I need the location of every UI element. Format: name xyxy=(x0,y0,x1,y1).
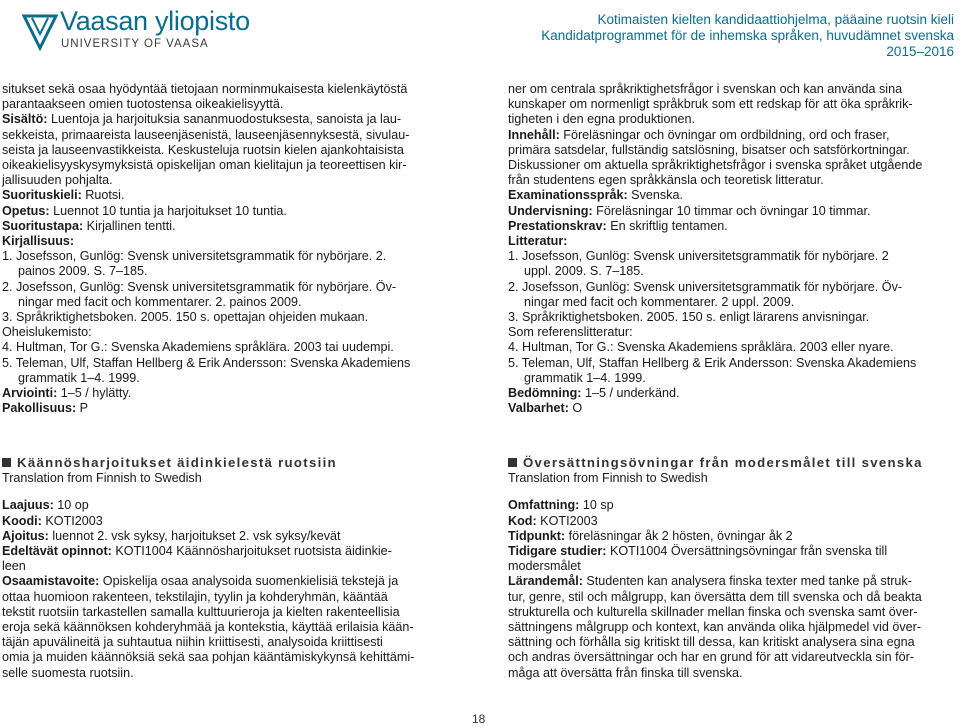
field-value: 4. Hultman, Tor G.: Svenska Akademiens språklära. 2003 eller nyare. xyxy=(508,340,894,355)
field-value: Oheislukemisto: xyxy=(2,325,92,340)
text-line xyxy=(2,529,458,544)
text-line xyxy=(2,590,458,605)
field-value: O xyxy=(568,401,583,416)
text-line xyxy=(2,401,458,416)
logo-emblem-icon xyxy=(22,12,58,52)
text-line xyxy=(2,650,458,665)
field-value: uppl. 2009. S. 7–185. xyxy=(524,264,644,279)
text-line xyxy=(508,128,960,143)
text-line xyxy=(2,386,458,401)
text-line xyxy=(2,340,458,355)
field-label: Prestationskrav: xyxy=(508,218,607,233)
academic-year: 2015–2016 xyxy=(886,44,954,59)
text-line xyxy=(2,264,458,279)
right-course-section xyxy=(508,455,960,681)
text-line xyxy=(508,249,960,264)
field-label: Tidigare studier: xyxy=(508,544,607,559)
field-value: 1. Josefsson, Gunlög: Svensk universitetsgrammatik för nybörjare. 2 xyxy=(508,249,889,264)
text-line xyxy=(2,280,458,295)
field-value: 10 sp xyxy=(579,498,614,513)
field-value: Opiskelija osaa analysoida suomenkielisiä tekstejä ja xyxy=(99,574,399,589)
text-line xyxy=(2,356,458,371)
field-label: Valbarhet: xyxy=(508,401,569,416)
field-value: omia ja muiden käännöksiä sekä saa pohjan kääntämiskykynsä kehittämi- xyxy=(2,650,415,665)
field-value: 2. Josefsson, Gunlög: Svensk universitetsgrammatik för nybörjare. Öv- xyxy=(508,279,903,294)
text-line xyxy=(508,143,960,158)
field-value: sekkeista, primaareista lauseenjäsenistä, lauseenjäsennyksestä, sivulau- xyxy=(2,127,410,142)
field-label: Edeltävät opinnot: xyxy=(2,544,112,559)
field-value: Föreläsningar och övningar om ordbildning, ord och fraser, xyxy=(559,127,890,142)
logo-subtitle: UNIVERSITY OF VAASA xyxy=(61,38,209,50)
field-value: painos 2009. S. 7–185. xyxy=(18,264,148,279)
field-label: Osaamistavoite: xyxy=(2,574,100,589)
logo-name: Vaasan yliopisto xyxy=(60,6,250,36)
field-label: Koodi: xyxy=(2,513,42,528)
field-value: modersmålet xyxy=(508,559,581,574)
field-value: tur, genre, stil och målgrupp, kan översätta dem till svenska och då beakta xyxy=(508,589,922,604)
field-value: parantaakseen omien tuotostensa oikeakielisyyttä. xyxy=(2,97,284,112)
text-line xyxy=(2,219,458,234)
left-course-section xyxy=(2,455,458,681)
text-line xyxy=(508,574,960,589)
right-course-title: Översättningsövningar från modersmålet till svenska xyxy=(508,455,960,471)
field-value: Studenten kan analysera finska texter med tanke på struk- xyxy=(582,574,912,589)
field-label: Kirjallisuus: xyxy=(2,234,75,249)
field-label: Arviointi: xyxy=(2,386,58,401)
field-label: Ajoitus: xyxy=(2,528,49,543)
field-value: grammatik 1–4. 1999. xyxy=(18,370,140,385)
left-course-subtitle: Translation from Finnish to Swedish xyxy=(2,471,202,486)
text-line xyxy=(2,295,458,310)
program-title-sv: Kandidatprogrammet för de inhemska språken, huvudämnet svenska xyxy=(541,28,954,43)
text-line xyxy=(2,559,458,574)
field-value: Föreläsningar 10 timmar och övningar 10 timmar. xyxy=(592,203,871,218)
field-value: situkset sekä osaa hyödyntää tietojaan norminmukaisesta kielenkäytöstä xyxy=(2,82,408,96)
field-label: Undervisning: xyxy=(508,203,593,218)
text-line xyxy=(508,188,960,203)
field-label: Opetus: xyxy=(2,203,50,218)
text-line xyxy=(2,173,458,188)
right-course-details xyxy=(508,498,960,680)
bullet-square-icon xyxy=(2,458,11,467)
field-label: Suorituskieli: xyxy=(2,188,82,203)
text-line xyxy=(508,666,960,681)
field-label: Suoritustapa: xyxy=(2,218,84,233)
text-line xyxy=(508,310,960,325)
text-line xyxy=(508,112,960,127)
right-course-description xyxy=(508,82,960,416)
text-line xyxy=(2,635,458,650)
field-value: ner om centrala språkriktighetsfrågor i svenskan och kan använda sina xyxy=(508,82,903,96)
field-value: oikeakielisyyskysymyksistä opiskelijan oman kielitajun ja teoreettisen kir- xyxy=(2,158,407,173)
field-value: sättningens målgrupp och kontext, kan använda olika hjälpmedel vid över- xyxy=(508,620,922,635)
field-value: KOTI2003 xyxy=(41,513,103,528)
text-line xyxy=(508,264,960,279)
field-value: sättning och förhålla sig kritiskt till dessa, kan kritiskt analysera sina egna xyxy=(508,635,915,650)
field-value: 1. Josefsson, Gunlög: Svensk universitetsgrammatik för nybörjare. 2. xyxy=(2,249,387,264)
text-line xyxy=(2,620,458,635)
field-label: Innehåll: xyxy=(508,127,560,142)
field-value: Svenska. xyxy=(627,188,683,203)
text-line xyxy=(2,514,458,529)
text-line xyxy=(2,666,458,681)
field-label: Sisältö: xyxy=(2,112,48,127)
text-line xyxy=(508,280,960,295)
text-line xyxy=(508,529,960,544)
text-line xyxy=(2,498,458,513)
field-value: Som referenslitteratur: xyxy=(508,325,633,340)
text-line xyxy=(508,82,960,97)
text-line xyxy=(508,234,960,249)
left-course-description xyxy=(2,82,458,416)
text-line xyxy=(2,234,458,249)
field-value: tigheten i den egna produktionen. xyxy=(508,112,695,127)
text-line xyxy=(2,544,458,559)
field-value: Diskussioner om aktuella språkriktighetsfrågor i svenska språket utgående xyxy=(508,158,923,173)
text-line xyxy=(2,82,458,97)
left-course-title: Käännösharjoitukset äidinkielestä ruotsiin xyxy=(2,455,458,471)
field-value: KOTI1004 Översättningsövningar från svenska till xyxy=(606,544,888,559)
text-line xyxy=(508,158,960,173)
field-value: täjän apuvälineitä ja suhtautua niihin kriittisesti, analysoida kriittisesti xyxy=(2,635,383,650)
text-line xyxy=(2,97,458,112)
right-course-subtitle: Translation from Finnish to Swedish xyxy=(508,471,708,486)
text-line xyxy=(508,371,960,386)
university-logo xyxy=(22,12,58,57)
text-line xyxy=(2,371,458,386)
field-value: 5. Teleman, Ulf, Staffan Hellberg & Erik Andersson: Svenska Akademiens xyxy=(508,355,917,370)
text-line xyxy=(508,386,960,401)
field-value: leen xyxy=(2,559,26,574)
text-line xyxy=(508,620,960,635)
text-line xyxy=(2,605,458,620)
text-line xyxy=(508,325,960,340)
text-line xyxy=(2,128,458,143)
text-line xyxy=(508,356,960,371)
text-line xyxy=(2,249,458,264)
field-value: 1–5 / underkänd. xyxy=(581,386,680,401)
page-number: 18 xyxy=(472,712,486,726)
text-line xyxy=(508,204,960,219)
text-line xyxy=(2,310,458,325)
text-line xyxy=(2,188,458,203)
field-label: Pakollisuus: xyxy=(2,401,77,416)
field-value: ningar med facit och kommentarer. 2. painos 2009. xyxy=(18,294,302,309)
text-line xyxy=(2,574,458,589)
field-value: Luentoja ja harjoituksia sananmuodostuksesta, sanoista ja lau- xyxy=(47,112,402,127)
text-line xyxy=(508,97,960,112)
field-value: 10 op xyxy=(53,498,89,513)
field-value: ottaa huomioon rakenteen, tekstilajin, tyylin ja kohderyhmän, kääntää xyxy=(2,589,388,604)
field-value: 1–5 / hylätty. xyxy=(57,386,132,401)
field-label: Lärandemål: xyxy=(508,574,583,589)
header-titles xyxy=(541,12,954,60)
text-line xyxy=(508,401,960,416)
text-line xyxy=(508,544,960,559)
field-label: Kod: xyxy=(508,513,537,528)
field-value: Luennot 10 tuntia ja harjoitukset 10 tuntia. xyxy=(49,203,287,218)
field-value: KOTI2003 xyxy=(536,513,598,528)
field-value: måga att översätta från finska till svenska. xyxy=(508,665,743,680)
field-value: kunskaper om normenligt språkbruk som ett redskap för att öka språkrik- xyxy=(508,97,913,112)
field-value: strukturella och kulturella skillnader mellan finska och svenska samt över- xyxy=(508,604,918,619)
field-value: luennot 2. vsk syksy, harjoitukset 2. vsk syksy/kevät xyxy=(48,528,341,543)
field-value: primära satsdelar, fullständig satslösning, bisatser och satsförkortningar. xyxy=(508,142,910,157)
text-line xyxy=(508,295,960,310)
bullet-square-icon xyxy=(508,458,517,467)
field-value: ningar med facit och kommentarer. 2 uppl. 2009. xyxy=(524,294,795,309)
field-label: Laajuus: xyxy=(2,498,54,513)
text-line xyxy=(508,498,960,513)
field-value: KOTI1004 Käännösharjoitukset ruotsista äidinkie- xyxy=(111,544,392,559)
field-value: 3. Språkriktighetsboken. 2005. 150 s. opettajan ohjeiden mukaan. xyxy=(2,310,369,325)
field-label: Tidpunkt: xyxy=(508,528,566,543)
field-value: Kirjallinen tentti. xyxy=(83,218,176,233)
field-value: eroja sekä käännöksen kohderyhmää ja kontekstia, käyttää erilaisia kään- xyxy=(2,620,414,635)
text-line xyxy=(508,559,960,574)
program-title-fi: Kotimaisten kielten kandidaattiohjelma, pääaine ruotsin kieli xyxy=(597,12,954,27)
field-value: och andras översättningar och har en grund för att vidareutveckla sin för- xyxy=(508,650,915,665)
field-value: föreläsningar åk 2 hösten, övningar åk 2 xyxy=(565,528,793,543)
text-line xyxy=(508,173,960,188)
text-line xyxy=(2,204,458,219)
text-line xyxy=(508,219,960,234)
left-course-details xyxy=(2,498,458,680)
field-label: Bedömning: xyxy=(508,386,582,401)
text-line xyxy=(2,143,458,158)
text-line xyxy=(508,650,960,665)
text-line xyxy=(508,590,960,605)
field-label: Examinationsspråk: xyxy=(508,188,628,203)
field-value: jallisuuden pohjalta. xyxy=(2,173,113,188)
text-line xyxy=(508,605,960,620)
field-value: selle suomesta ruotsiin. xyxy=(2,665,134,680)
text-line xyxy=(508,340,960,355)
field-value: tekstit ruotsiin tarkastellen samalla kulttuurieroja ja kielten rakenteellisia xyxy=(2,604,400,619)
field-label: Omfattning: xyxy=(508,498,580,513)
page-header xyxy=(0,0,960,62)
text-line xyxy=(2,158,458,173)
field-value: En skriftlig tentamen. xyxy=(606,218,728,233)
text-line xyxy=(2,112,458,127)
field-value: seista ja lauseenvastikkeista. Keskusteluja ruotsin kielen ajankohtaisista xyxy=(2,142,404,157)
field-value: från studentens egen språkkänsla och teoretisk litteratur. xyxy=(508,173,824,188)
field-value: 2. Josefsson, Gunlög: Svensk universitetsgrammatik för nybörjare. Öv- xyxy=(2,279,397,294)
field-value: P xyxy=(76,401,89,416)
field-value: 5. Teleman, Ulf, Staffan Hellberg & Erik Andersson: Svenska Akademiens xyxy=(2,355,411,370)
field-value: grammatik 1–4. 1999. xyxy=(524,370,646,385)
field-value: Ruotsi. xyxy=(81,188,125,203)
field-value: 3. Språkriktighetsboken. 2005. 150 s. enligt lärarens anvisningar. xyxy=(508,310,870,325)
field-label: Litteratur: xyxy=(508,234,568,249)
text-line xyxy=(508,635,960,650)
text-line xyxy=(2,325,458,340)
text-line xyxy=(508,514,960,529)
field-value: 4. Hultman, Tor G.: Svenska Akademiens språklära. 2003 tai uudempi. xyxy=(2,340,394,355)
